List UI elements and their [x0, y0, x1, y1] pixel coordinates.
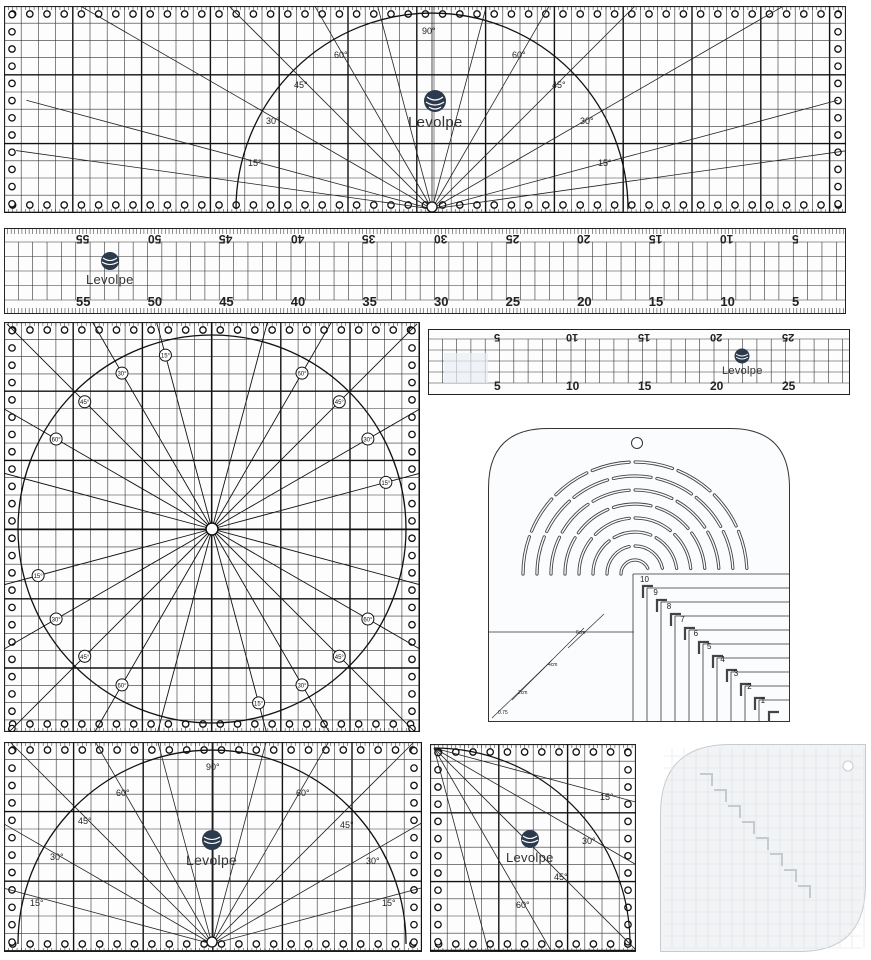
long-ruler-logo [408, 88, 463, 131]
angle-label: 15° [600, 792, 614, 802]
angle-label: 60° [512, 50, 526, 60]
strip-ruler-30-logo [722, 347, 763, 377]
scale-number-top: 25 [505, 232, 519, 246]
step-number: 1 [760, 695, 766, 705]
scale-number-bottom: 10 [566, 379, 580, 393]
svg-text:15°: 15° [160, 353, 170, 360]
strip-ruler-30 [428, 329, 850, 395]
scale-number-bottom: 5 [494, 379, 501, 393]
scale-number-bottom: 25 [782, 379, 796, 393]
svg-text:45°: 45° [80, 400, 90, 407]
svg-text:30°: 30° [297, 683, 307, 690]
brand-label: Levolpe [722, 365, 763, 377]
scale-number-top: 45 [219, 232, 233, 246]
scale-number-top: 10 [566, 331, 579, 343]
diagonal-label: 4cm [548, 662, 558, 668]
angle-label: 60° [334, 50, 348, 60]
scale-number-bottom: 10 [720, 294, 735, 309]
scale-number-top: 20 [710, 331, 723, 343]
scale-number-top: 5 [494, 331, 501, 343]
angle-label: 30° [50, 852, 64, 862]
svg-text:60°: 60° [363, 617, 373, 624]
svg-text:30°: 30° [363, 437, 373, 444]
scale-number-bottom: 15 [638, 379, 652, 393]
diagonal-label: 6cm [576, 630, 586, 636]
angle-label: 45° [294, 80, 308, 90]
scale-number-top: 10 [720, 232, 734, 246]
brand-label: Levolpe [186, 852, 238, 868]
scale-number-bottom: 35 [362, 294, 377, 309]
scale-number-top: 40 [290, 232, 305, 246]
long-ruler [4, 6, 846, 213]
scale-number-top: 20 [577, 232, 591, 246]
scale-number-bottom: 50 [147, 294, 163, 309]
angle-label: 15° [598, 158, 612, 168]
scale-number-bottom: 45 [219, 294, 234, 309]
yarn-ball-icon [422, 88, 448, 114]
scale-number-bottom: 30 [434, 294, 449, 309]
angle-label: 45° [554, 872, 568, 882]
angle-label: 15° [30, 898, 44, 908]
step-number: 8 [666, 601, 672, 611]
square-ruler [4, 322, 420, 732]
scale-number-bottom: 5 [792, 294, 800, 309]
step-number: 2 [747, 682, 752, 692]
svg-text:60°: 60° [117, 683, 127, 690]
rect-ruler-small-logo [506, 828, 554, 865]
step-number: 7 [680, 615, 685, 625]
angle-label: 30° [582, 836, 596, 846]
angle-label: 15° [382, 898, 396, 908]
scale-number-bottom: 40 [290, 294, 306, 309]
diagonal-label: 0.75 [498, 710, 508, 716]
svg-text:15°: 15° [254, 701, 264, 708]
rect-ruler-medium [4, 742, 422, 952]
scale-number-top: 30 [434, 232, 448, 246]
scale-number-top: 50 [147, 232, 161, 246]
curve-template-graphic [488, 428, 790, 722]
angle-label: 30° [366, 856, 380, 866]
square-ruler-graphic [4, 322, 420, 732]
frosted-template [660, 744, 866, 952]
scale-number-top: 15 [638, 331, 651, 343]
yarn-ball-icon [99, 250, 121, 272]
angle-label: 60° [296, 788, 310, 798]
angle-label: 45° [552, 80, 566, 90]
scale-number-bottom: 15 [648, 294, 664, 309]
svg-text:30°: 30° [117, 371, 127, 378]
step-number: 4 [720, 655, 725, 665]
brand-label: Levolpe [506, 850, 554, 865]
angle-label: 90° [206, 762, 220, 772]
rect-ruler-medium-logo [186, 828, 237, 868]
step-number: 10 [640, 575, 649, 584]
rect-ruler-small [430, 744, 636, 952]
step-number: 6 [693, 628, 699, 638]
svg-text:15°: 15° [381, 480, 391, 487]
angle-label: 30° [580, 116, 594, 126]
yarn-ball-icon [519, 828, 541, 850]
angle-label: 60° [516, 900, 530, 910]
scale-number-top: 5 [792, 232, 799, 246]
brand-label: Levolpe [86, 272, 134, 287]
scale-number-bottom: 55 [76, 294, 91, 309]
scale-number-top: 25 [782, 331, 795, 343]
scale-number-top: 35 [362, 232, 376, 246]
scale-number-top: 15 [648, 232, 663, 246]
svg-text:30°: 30° [51, 617, 61, 624]
yarn-ball-icon [200, 828, 224, 852]
svg-text:60°: 60° [51, 437, 61, 444]
svg-text:45°: 45° [334, 400, 344, 407]
angle-label: 15° [248, 158, 262, 168]
scale-number-bottom: 20 [710, 379, 724, 393]
svg-text:15°: 15° [33, 574, 43, 581]
step-number: 3 [733, 668, 739, 678]
frosted-template-graphic [660, 744, 866, 952]
svg-text:45°: 45° [334, 654, 344, 661]
angle-label: 45° [340, 820, 354, 830]
diagonal-label: 2cm [518, 690, 528, 696]
scale-number-bottom: 20 [577, 294, 592, 309]
step-number: 5 [707, 642, 712, 651]
curve-template [488, 428, 790, 722]
scale-number-bottom: 25 [505, 294, 521, 309]
svg-text:45°: 45° [80, 654, 90, 661]
svg-text:60°: 60° [297, 371, 307, 378]
strip-ruler-60-logo [86, 250, 134, 287]
strip-ruler-60 [4, 228, 846, 314]
angle-label: 90° [422, 26, 436, 36]
brand-label: Levolpe [408, 114, 463, 131]
angle-label: 60° [116, 788, 130, 798]
yarn-ball-icon [733, 347, 751, 365]
angle-label: 30° [266, 116, 280, 126]
angle-label: 45° [78, 816, 92, 826]
step-number: 9 [653, 588, 658, 598]
scale-number-top: 55 [76, 232, 90, 246]
